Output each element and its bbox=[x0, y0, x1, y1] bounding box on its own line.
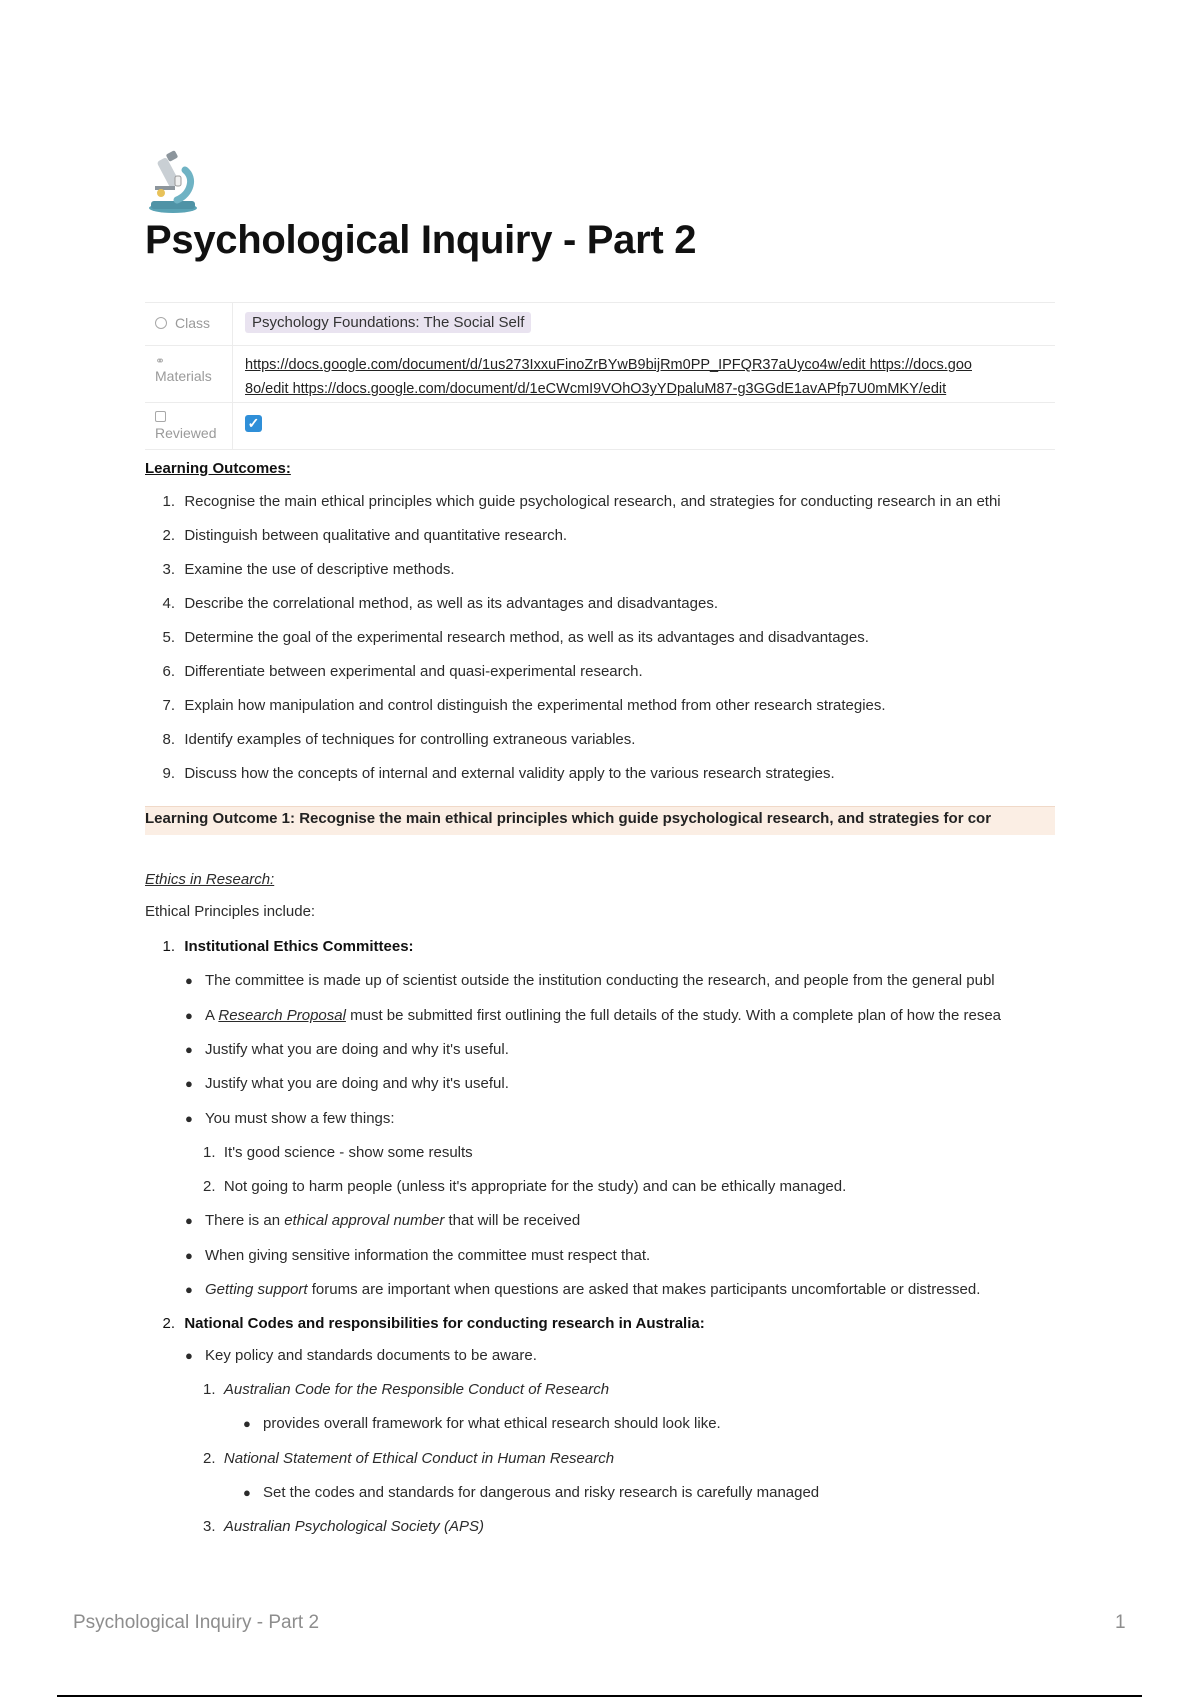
learning-outcomes-heading: Learning Outcomes: bbox=[145, 460, 291, 477]
reviewed-label: Reviewed bbox=[155, 425, 217, 441]
list-item: 6. Differentiate between experimental and quasi-experimental research. bbox=[162, 663, 643, 680]
footer-title: Psychological Inquiry - Part 2 bbox=[73, 1612, 320, 1633]
list-item: ● There is an ethical approval number that will be received bbox=[185, 1209, 1055, 1233]
select-property-icon bbox=[155, 317, 167, 329]
bullet-icon: ● bbox=[185, 1248, 193, 1263]
footer-divider bbox=[57, 1695, 1142, 1697]
list-item: ● Justify what you are doing and why it's useful. bbox=[185, 1072, 1055, 1096]
page-title: Psychological Inquiry - Part 2 bbox=[145, 218, 697, 262]
bullet-icon: ● bbox=[185, 1213, 193, 1228]
list-item: ● Justify what you are doing and why it's useful. bbox=[185, 1038, 1055, 1062]
learning-outcome-1-callout: Learning Outcome 1: Recognise the main ethical principles which guide psychological research, and strategies for cor bbox=[145, 806, 1055, 835]
document-page bbox=[145, 0, 1055, 1620]
list-item: ● You must show a few things: bbox=[185, 1107, 1055, 1131]
list-item: ● The committee is made up of scientist outside the institution conducting the research, and people from the general publ bbox=[185, 969, 1055, 993]
properties-table bbox=[145, 302, 1055, 450]
materials-link-line-1[interactable]: https://docs.google.com/document/d/1us273IxxuFinoZrBYwB9bijRm0PP_IPFQR37aUyco4w/edit https://docs.goo bbox=[245, 357, 972, 373]
class-tag[interactable]: Psychology Foundations: The Social Self bbox=[245, 312, 531, 333]
property-materials bbox=[145, 346, 1055, 403]
class-label: Class bbox=[175, 315, 211, 331]
list-item: 8. Identify examples of techniques for controlling extraneous variables. bbox=[162, 731, 636, 748]
list-item: 5. Determine the goal of the experimental research method, as well as its advantages and disadvantages. bbox=[162, 629, 869, 646]
list-item: 3. Australian Psychological Society (APS) bbox=[203, 1518, 484, 1535]
property-key-class bbox=[145, 303, 233, 345]
property-class bbox=[145, 303, 1055, 346]
list-item: 2. Distinguish between qualitative and quantitative research. bbox=[162, 527, 568, 544]
bullet-icon: ● bbox=[185, 1282, 193, 1297]
bullet-icon: ● bbox=[185, 1076, 193, 1091]
property-key-reviewed bbox=[145, 403, 233, 449]
learning-outcomes-list bbox=[145, 490, 1055, 796]
materials-label: Materials bbox=[155, 368, 212, 384]
bullet-icon: ● bbox=[243, 1485, 251, 1500]
bullet-icon: ● bbox=[185, 1042, 193, 1057]
list-item: 7. Explain how manipulation and control distinguish the experimental method from other research strategies. bbox=[162, 697, 886, 714]
list-item: 2. Not going to harm people (unless it's appropriate for the study) and can be ethically managed. bbox=[203, 1178, 847, 1195]
checkbox-property-icon bbox=[155, 411, 166, 422]
list-item: ● A Research Proposal must be submitted first outlining the full details of the study. With a complete plan of how the resea bbox=[185, 1004, 1055, 1028]
property-key-materials bbox=[145, 346, 233, 402]
page-number: 1 bbox=[1115, 1612, 1126, 1633]
property-reviewed bbox=[145, 403, 1055, 450]
bullet-icon: ● bbox=[185, 1348, 193, 1363]
intro-text: Ethical Principles include: bbox=[145, 903, 316, 920]
bullet-icon: ● bbox=[185, 1008, 193, 1023]
list-item: 1. It's good science - show some results bbox=[203, 1144, 473, 1161]
list-item: 1. Recognise the main ethical principles which guide psychological research, and strategies for conducting research in an ethi bbox=[162, 493, 1001, 510]
reviewed-checkbox[interactable]: ✓ bbox=[245, 415, 262, 432]
materials-link-line-2[interactable]: 8o/edit https://docs.google.com/document/d/1eCWcmI9VOhO3yYDpaluM87-g3GGdE1avAPfp7U0mMKY/edit bbox=[245, 381, 947, 397]
list-item: 4. Describe the correlational method, as well as its advantages and disadvantages. bbox=[162, 595, 718, 612]
list-item: 1. Institutional Ethics Committees: bbox=[162, 938, 414, 955]
paperclip-icon: ⚭ bbox=[155, 354, 166, 368]
list-item: 2. National Codes and responsibilities for conducting research in Australia: bbox=[162, 1315, 705, 1332]
list-item: 1. Australian Code for the Responsible Conduct of Research bbox=[203, 1381, 610, 1398]
list-item: ● Set the codes and standards for dangerous and risky research is carefully managed bbox=[243, 1481, 1055, 1505]
list-item: 9. Discuss how the concepts of internal and external validity apply to the various research strategies. bbox=[162, 765, 835, 782]
list-item: 2. National Statement of Ethical Conduct in Human Research bbox=[203, 1450, 615, 1467]
microscope-icon bbox=[145, 148, 201, 214]
ethics-heading: Ethics in Research: bbox=[145, 871, 275, 888]
bullet-icon: ● bbox=[185, 1111, 193, 1126]
bullet-icon: ● bbox=[185, 973, 193, 988]
list-item: ● Getting support forums are important when questions are asked that makes participants uncomfortable or distressed. bbox=[185, 1278, 1055, 1302]
list-item: 3. Examine the use of descriptive methods. bbox=[162, 561, 455, 578]
list-item: ● provides overall framework for what ethical research should look like. bbox=[243, 1412, 1055, 1436]
list-item: ● Key policy and standards documents to be aware. bbox=[185, 1344, 1055, 1368]
bullet-icon: ● bbox=[243, 1416, 251, 1431]
list-item: ● When giving sensitive information the committee must respect that. bbox=[185, 1244, 1055, 1268]
